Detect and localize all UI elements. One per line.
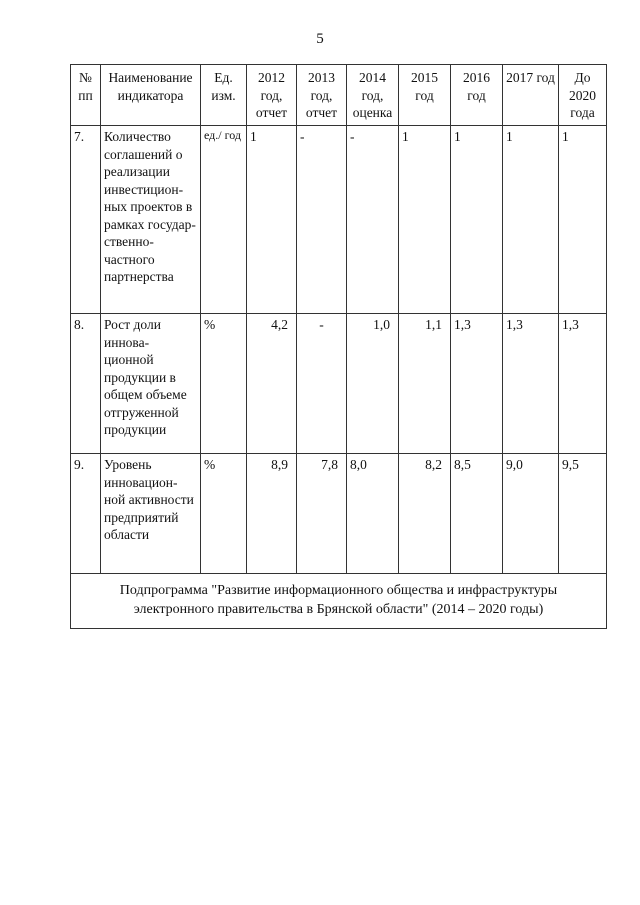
value-2020: 1 <box>559 126 607 314</box>
table-row <box>71 126 607 314</box>
subprogram-row <box>71 574 607 629</box>
row-num: 8. <box>71 314 101 454</box>
value-2016: 1,3 <box>451 314 503 454</box>
row-unit: % <box>201 314 247 454</box>
row-unit: % <box>201 454 247 574</box>
value-2013: - <box>297 126 347 314</box>
header-name: Наименование индикатора <box>101 65 201 126</box>
value-2014: - <box>347 126 399 314</box>
value-2014: 1,0 <box>347 314 399 454</box>
table-row <box>71 454 607 574</box>
table-row <box>71 314 607 454</box>
header-2017: 2017 год <box>503 65 559 126</box>
row-name: Уровень инновацион-ной активности предприятий области <box>101 454 201 574</box>
header-2012: 2012 год, отчет <box>247 65 297 126</box>
value-2012: 1 <box>247 126 297 314</box>
value-2017: 9,0 <box>503 454 559 574</box>
value-2016: 8,5 <box>451 454 503 574</box>
header-2014: 2014 год, оценка <box>347 65 399 126</box>
row-name: Рост доли иннова-ционной продукции в общем объеме отгруженной продукции <box>101 314 201 454</box>
value-2020: 9,5 <box>559 454 607 574</box>
row-name: Количество соглашений о реализации инвестицион-ных проектов в рамках государ-ственно-частного партнерства <box>101 126 201 314</box>
row-unit: ед./ год <box>201 126 247 314</box>
header-2020: До 2020 года <box>559 65 607 126</box>
value-2015: 8,2 <box>399 454 451 574</box>
value-2017: 1,3 <box>503 314 559 454</box>
header-row <box>71 65 607 126</box>
header-2013: 2013 год, отчет <box>297 65 347 126</box>
value-2012: 4,2 <box>247 314 297 454</box>
header-2015: 2015 год <box>399 65 451 126</box>
value-2015: 1,1 <box>399 314 451 454</box>
row-num: 7. <box>71 126 101 314</box>
header-2016: 2016 год <box>451 65 503 126</box>
header-num: № пп <box>71 65 101 126</box>
row-num: 9. <box>71 454 101 574</box>
value-2015: 1 <box>399 126 451 314</box>
subprogram-title: Подпрограмма "Развитие информационного общества и инфраструктуры электронного правительства в Брянской области" (2014 – 2020 годы) <box>71 574 607 629</box>
value-2020: 1,3 <box>559 314 607 454</box>
page-number: 5 <box>316 31 324 47</box>
value-2016: 1 <box>451 126 503 314</box>
value-2013: - <box>297 314 347 454</box>
value-2013: 7,8 <box>297 454 347 574</box>
value-2017: 1 <box>503 126 559 314</box>
value-2012: 8,9 <box>247 454 297 574</box>
header-unit: Ед. изм. <box>201 65 247 126</box>
indicator-table <box>70 64 607 629</box>
value-2014: 8,0 <box>347 454 399 574</box>
